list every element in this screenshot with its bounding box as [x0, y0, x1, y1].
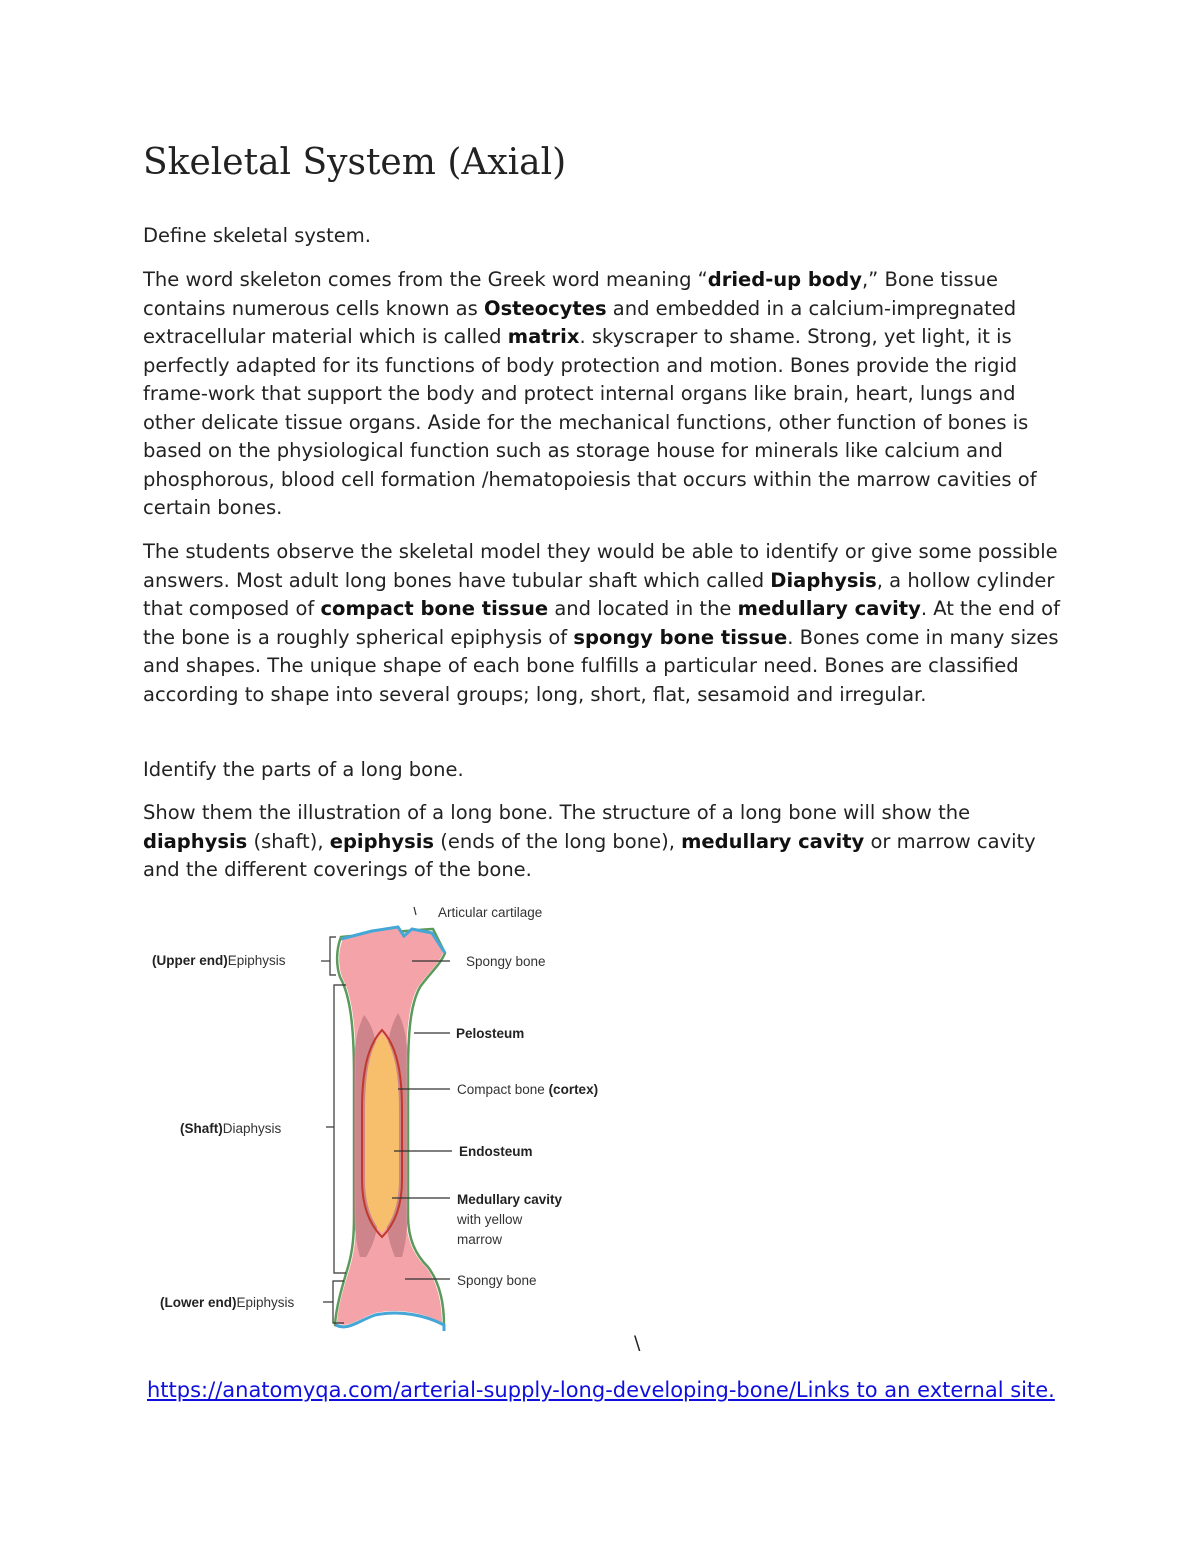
anatomyqa-link[interactable]: https://anatomyqa.com/arterial-supply-long-developing-bone/Links to an external site. — [147, 1378, 1055, 1402]
term-spongy-bone-tissue: spongy bone tissue — [573, 625, 788, 649]
label-upper-epiphysis: (Upper end)Epiphysis — [152, 953, 286, 968]
label-diaphysis: (Shaft)Diaphysis — [180, 1121, 282, 1136]
diaphysis-bracket — [326, 985, 346, 1273]
term-medullary-cavity-2: medullary cavity — [681, 829, 865, 853]
term-diaphysis-2: diaphysis — [143, 829, 248, 853]
intro-text-1: The word skeleton comes from the Greek word meaning “ — [143, 268, 708, 291]
label-endosteum: Endosteum — [459, 1144, 533, 1159]
page-title: Skeletal System (Axial) — [143, 142, 567, 183]
show-text-1: Show them the illustration of a long bone. The structure of a long bone will show the — [143, 801, 971, 824]
show-text-2: (shaft), — [247, 829, 330, 853]
term-compact-bone-tissue: compact bone tissue — [320, 597, 549, 620]
label-periosteum: Pelosteum — [456, 1026, 525, 1041]
identify-question: Identify the parts of a long bone. — [143, 758, 464, 781]
show-text-4: or marrow cavity and the different coverings of the bone. — [143, 829, 1036, 881]
label-spongy-bone-bottom: Spongy bone — [457, 1273, 537, 1288]
observe-text-2: , a hollow cylinder that composed of — [143, 568, 1055, 620]
intro-text-4: . skyscraper to shame. Strong, yet light, it is perfectly adapted for its functions of body protection and motion. Bones provide the rigid frame-work that support the body and protect internal organs like brain, heart, lungs and other delicate tissue organs. Aside for the mechanical functions, other function of bones is based on the physiological function such as storage house for minerals like calcium and phosphorous, blood cell formation /hematopoiesis that occurs within the marrow cavities of certain bones. — [143, 325, 1037, 519]
observe-text-5: . Bones come in many sizes and shapes. The unique shape of each bone fulfills a particular need. Bones are classified according to shape into several groups; long, short, flat, sesamoid and irregular. — [143, 625, 1059, 706]
show-text-3: (ends of the long bone), — [434, 829, 682, 853]
upper-epiphysis-bracket — [321, 937, 336, 975]
term-medullary-cavity: medullary cavity — [737, 597, 921, 620]
define-question: Define skeletal system. — [143, 224, 371, 247]
show-paragraph — [143, 799, 1068, 885]
term-dried-up-body: dried-up body — [707, 268, 862, 291]
term-epiphysis: epiphysis — [329, 829, 435, 853]
label-spongy-bone-top: Spongy bone — [466, 954, 546, 969]
label-lower-epiphysis: (Lower end)Epiphysis — [160, 1295, 295, 1310]
term-osteocytes: Osteocytes — [484, 296, 607, 320]
observe-text-1: The students observe the skeletal model they would be able to identify or give some possible answers. Most adult long bones have tubular shaft which called — [143, 540, 1058, 592]
intro-paragraph — [143, 266, 1068, 523]
observe-paragraph — [143, 538, 1068, 709]
label-medullary-cavity: Medullary cavity with yellow marrow — [457, 1192, 563, 1247]
intro-text-3: and embedded in a calcium-impregnated extracellular material which is called — [143, 296, 1017, 348]
intro-text-2: ,” Bone tissue contains numerous cells known as — [143, 268, 999, 320]
observe-text-4: . At the end of the bone is a roughly spherical epiphysis of — [143, 597, 1060, 649]
label-compact-bone: Compact bone (cortex) — [457, 1082, 599, 1097]
long-bone-diagram — [140, 895, 640, 1345]
stray-backslash: \ — [634, 1332, 641, 1354]
medullary-cavity — [365, 1033, 399, 1233]
term-diaphysis: Diaphysis — [770, 568, 877, 592]
term-matrix: matrix — [507, 325, 580, 348]
observe-text-3: and located in the — [548, 597, 738, 620]
label-articular-cartilage: Articular cartilage — [438, 905, 543, 920]
